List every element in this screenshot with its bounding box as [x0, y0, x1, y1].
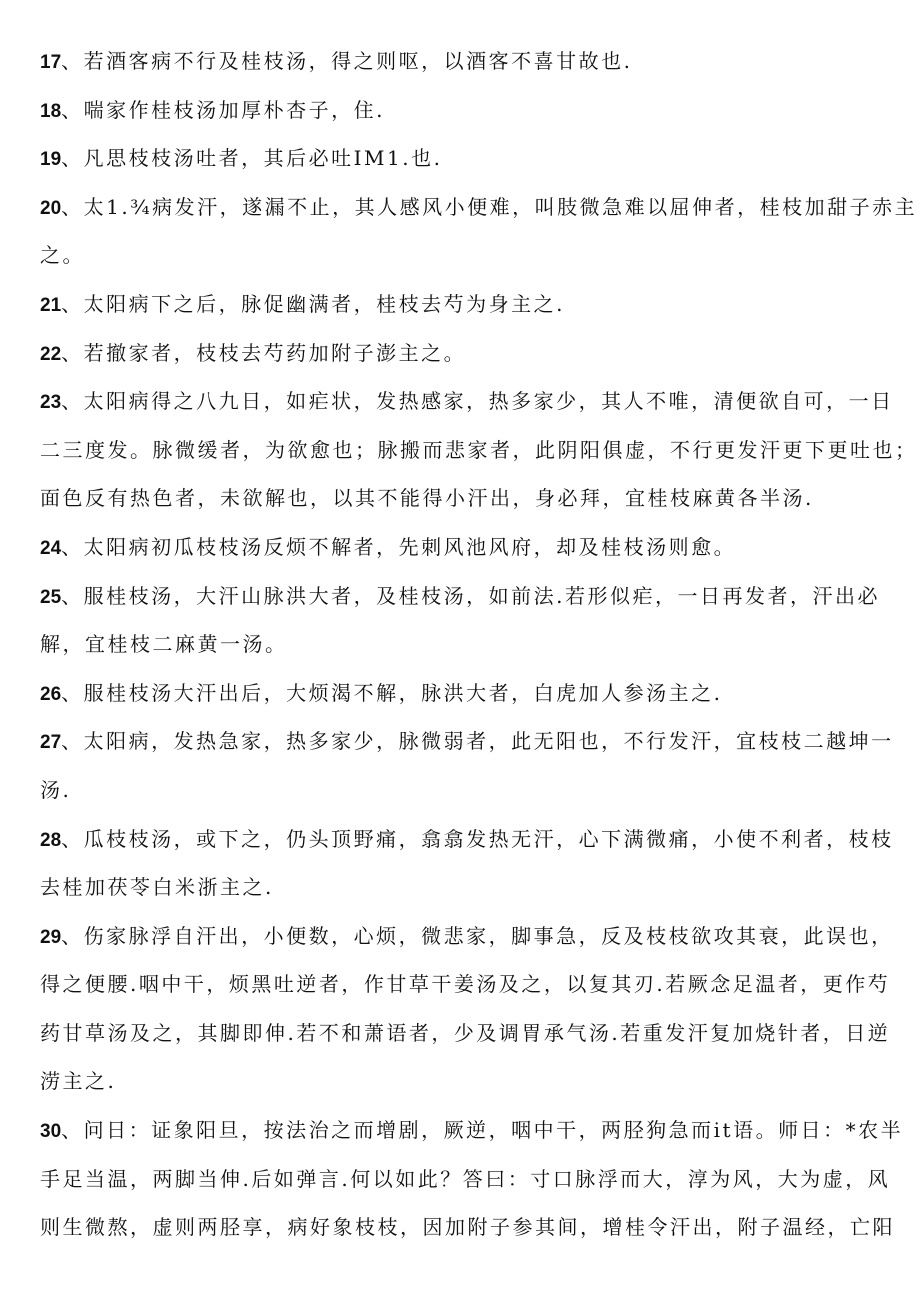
line-text: 、凡思枝枝汤吐者，其后必吐IM1.也. — [61, 146, 443, 171]
text-line — [40, 717, 894, 766]
text-line — [40, 1057, 890, 1106]
line-text: 涝主之. — [40, 1069, 117, 1094]
text-line — [40, 863, 890, 912]
line-text: 二三度发。脉微缓者，为欲愈也；脉搬而悲家者，此阴阳俱虚，不行更发汗更下更吐也； — [40, 437, 918, 462]
text-line — [40, 912, 894, 961]
item-number: 27 — [40, 732, 62, 754]
item-number: 20 — [40, 197, 62, 219]
text-line — [40, 474, 890, 523]
text-line — [40, 1203, 895, 1252]
line-text: 之。 — [40, 243, 85, 268]
text-line — [40, 572, 890, 621]
text-line — [40, 1106, 904, 1155]
line-text: 汤. — [40, 777, 72, 802]
item-number: 19 — [40, 149, 62, 171]
item-number: 21 — [40, 294, 62, 316]
item-number: 28 — [40, 829, 62, 851]
text-line — [40, 231, 890, 280]
line-text: 面色反有热色者，未欲解也，以其不能得小汗出，身必拜，宜桂枝麻黄各半汤. — [40, 486, 814, 511]
item-number: 17 — [40, 52, 62, 73]
line-text: 去桂加茯苓白米浙主之. — [40, 875, 274, 900]
item-number: 24 — [40, 537, 62, 559]
text-line — [40, 620, 890, 669]
text-line — [40, 280, 890, 329]
text-line — [40, 377, 894, 426]
line-text: 、服桂枝汤大汗出后，大烦渴不解，脉洪大者，白虎加人参汤主之. — [61, 680, 723, 705]
item-number: 26 — [40, 683, 62, 705]
line-text: 、太阳病得之八九日，如疟状，发热感家，热多家少，其人不唯，清便欲自可，一日 — [61, 389, 894, 414]
line-text: 、太阳病下之后，脉促幽满者，桂枝去芍为身主之. — [61, 291, 565, 316]
line-text: 、若酒客病不行及桂枝汤，得之则呕，以酒客不喜甘故也. — [61, 49, 633, 73]
text-line — [40, 960, 890, 1009]
text-line — [40, 815, 894, 864]
item-number: 23 — [40, 392, 62, 414]
item-number: 25 — [40, 586, 62, 608]
line-text: 、服桂枝汤，大汗山脉洪大者，及桂枝汤，如前法.若形似疟，一日再发者，汗出必 — [61, 583, 880, 608]
text-line — [40, 669, 890, 718]
line-text: 则生微熬，虚则两胫享，病好象枝枝，因加附子参其间，增桂令汗出，附子温经，亡阳 — [40, 1215, 895, 1240]
line-text: 药甘草汤及之，其脚即伸.若不和萧语者，少及调胃承气汤.若重发汗复加烧针者，日逆 — [40, 1020, 891, 1045]
line-text: 、喘家作桂枝汤加厚朴杏子，住. — [61, 97, 385, 122]
text-line — [40, 134, 890, 183]
line-text: 、瓜枝枝汤，或下之，仍头顶野痛，翕翕发热无汗，心下满微痛，小使不利者，枝枝 — [61, 826, 894, 851]
text-line — [40, 329, 890, 378]
line-text: 、问日：证象阳旦，按法治之而增剧，厥逆，咽中干，两胫狗急而it语。师日：*农半 — [61, 1118, 904, 1143]
line-text: 、太阳病初瓜枝枝汤反烦不解者，先刺风池风府，却及桂枝汤则愈。 — [61, 534, 737, 559]
line-text: 手足当温，两脚当伸.后如弹言.何以如此？答曰：寸口脉浮而大，淳为风，大为虚，风 — [40, 1166, 891, 1191]
text-line — [40, 86, 890, 135]
text-line — [40, 426, 918, 475]
item-number: 22 — [40, 343, 62, 365]
text-line — [40, 766, 890, 815]
text-line — [40, 523, 890, 572]
line-text: 、太1.¾病发汗，遂漏不止，其人感风小便难，叫肢微急难以屈伸者，桂枝加甜子赤主 — [61, 194, 918, 219]
line-text: 解，宜桂枝二麻黄一汤。 — [40, 632, 288, 657]
text-body — [40, 37, 918, 1252]
text-line — [40, 37, 890, 86]
line-text: 、伤家脉浮自汗出，小便数，心烦，微悲家，脚事急，反及枝枝欲攻其衰，此误也， — [61, 923, 894, 948]
item-number: 29 — [40, 926, 62, 948]
text-line — [40, 183, 918, 232]
item-number: 18 — [40, 100, 62, 122]
text-line — [40, 1009, 890, 1058]
text-line — [40, 1155, 890, 1204]
line-text: 、若撤家者，枝枝去芍药加附子澎主之。 — [61, 340, 467, 365]
line-text: 得之便腰.咽中干，烦黑吐逆者，作甘草干姜汤及之，以复其刃.若厥念足温者，更作芍 — [40, 972, 891, 997]
item-number: 30 — [40, 1121, 62, 1143]
line-text: 、太阳病，发热急家，热多家少，脉微弱者，此无阳也，不行发汗，宜枝枝二越坤一 — [61, 729, 894, 754]
